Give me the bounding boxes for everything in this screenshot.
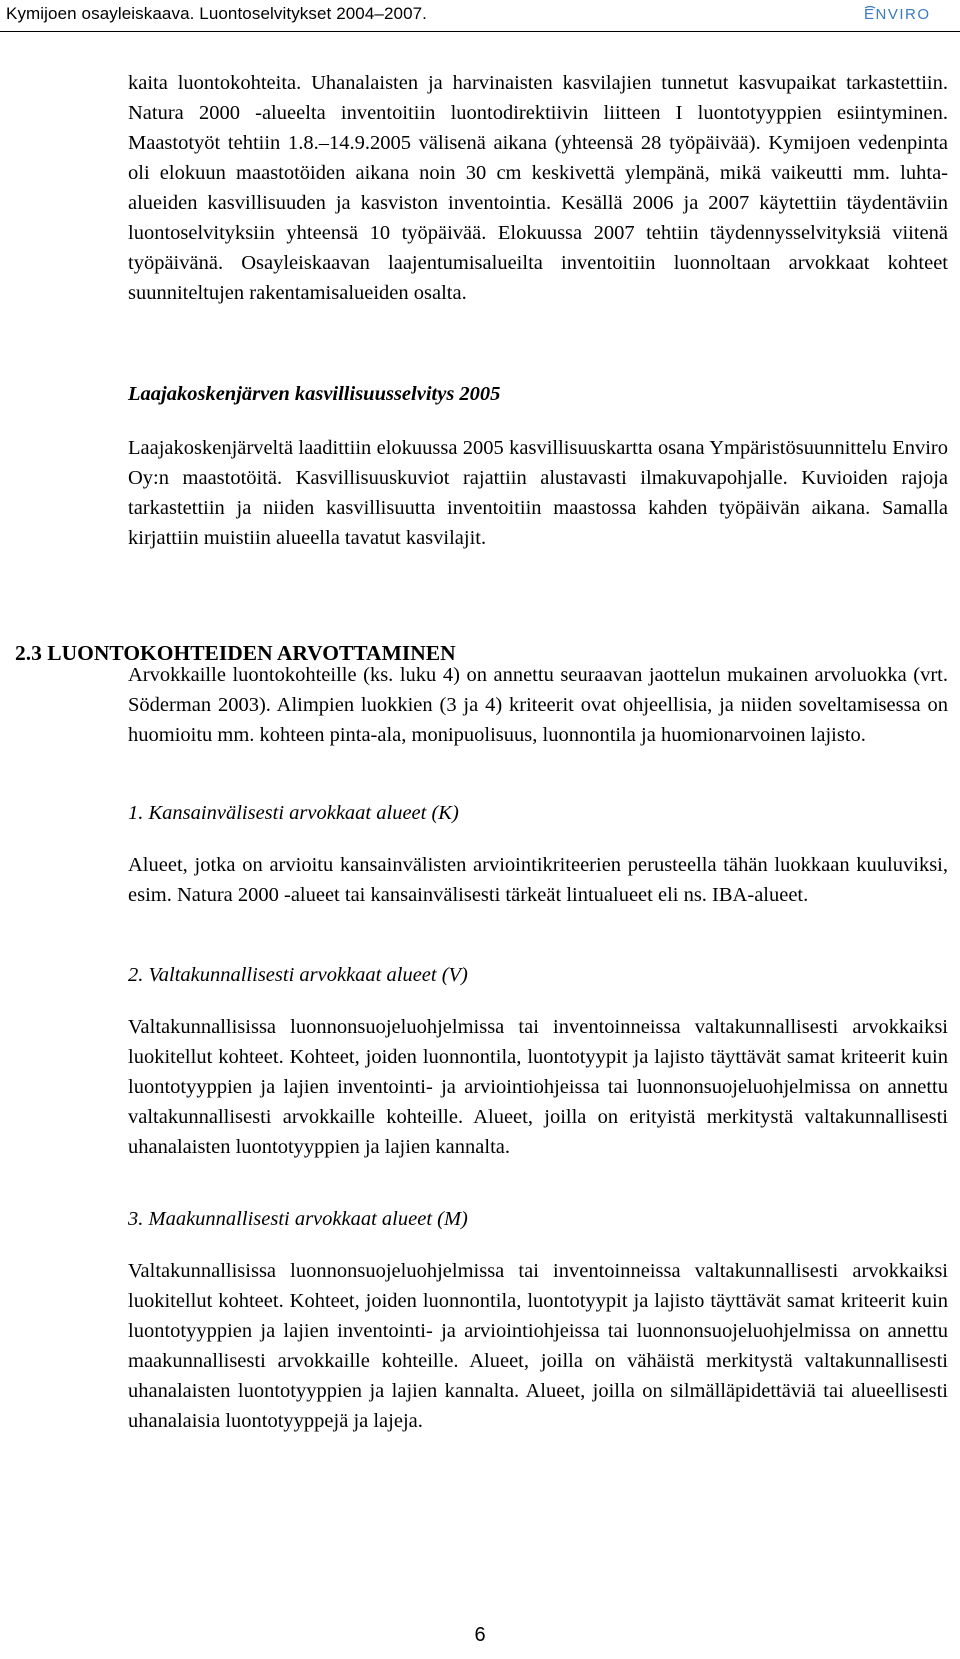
- laajakoski-block: [128, 379, 948, 553]
- section-intro-paragraph: Arvokkaille luontokohteille (ks. luku 4) on annettu seuraavan jaottelun mukainen arvoluokka (vrt. Söderman 2003). Alimpien luokkien (3 ja 4) kriteerit ovat ohjeellisia, ja niiden soveltamisessa on huomioitu mm. kohteen pinta-ala, monipuolisuus, luonnontila ja huomionarvoinen lajisto.: [128, 664, 948, 746]
- class-2-heading: 2. Valtakunnallisesti arvokkaat alueet (V): [128, 964, 468, 986]
- svg-text:ENVIRO: ENVIRO: [864, 6, 931, 23]
- class-2-block: [128, 960, 948, 1162]
- section-intro-block: [128, 660, 948, 750]
- intro-block: [128, 68, 948, 308]
- laajakoski-paragraph: Laajakoskenjärveltä laadittiin elokuussa 2005 kasvillisuuskartta osana Ympäristösuunnittelu Enviro Oy:n maastotöitä. Kasvillisuuskuviot rajattiin alustavasti ilmakuvapohjalle. Kuvioiden rajoja tarkastettiin ja niiden kasvillisuutta inventoitiin maastossa kahden työpäivän aikana. Samalla kirjattiin muistiin alueella tavatut kasvilajit.: [128, 437, 948, 549]
- laajakoski-heading: Laajakoskenjärven kasvillisuusselvitys 2005: [128, 383, 501, 405]
- class-1-heading: 1. Kansainvälisesti arvokkaat alueet (K): [128, 802, 459, 824]
- page-header: [0, 0, 960, 42]
- class-3-block: [128, 1204, 948, 1436]
- class-1-block: [128, 798, 948, 910]
- header-title: Kymijoen osayleiskaava. Luontoselvitykset 2004–2007.: [6, 4, 428, 23]
- class-1-paragraph: Alueet, jotka on arvioitu kansainvälisten arviointikriteerien perusteella tähän luokkaan kuuluviksi, esim. Natura 2000 -alueet tai kansainvälisesti tärkeät lintualueet eli ns. IBA-alueet.: [128, 854, 948, 906]
- class-3-heading: 3. Maakunnallisesti arvokkaat alueet (M): [128, 1208, 468, 1230]
- enviro-logo: [864, 4, 954, 24]
- section-title: 2.3 LUONTOKOHTEIDEN ARVOTTAMINEN: [15, 641, 456, 665]
- class-3-paragraph: Valtakunnallisissa luonnonsuojeluohjelmissa tai inventoinneissa valtakunnallisesti arvokkaiksi luokitellut kohteet. Kohteet, joiden luonnontila, luontotyypit ja lajisto täyttävät samat kriteerit kuin luontotyyppien ja lajien inventointi- ja arviointiohjeissa tai luonnonsuojeluohjelmissa on annettu maakunnallisesti arvokkaille kohteille. Alueet, joilla on vähäistä merkitystä valtakunnallisesti uhanalaisten luontotyyppien ja lajien kannalta. Alueet, joilla on silmälläpidettäviä tai alueellisesti uhanalaisia luontotyyppejä ja lajeja.: [128, 1260, 948, 1432]
- header-divider: [0, 31, 960, 32]
- enviro-logo-mark: [864, 4, 954, 24]
- class-2-paragraph: Valtakunnallisissa luonnonsuojeluohjelmissa tai inventoinneissa valtakunnallisesti arvokkaiksi luokitellut kohteet. Kohteet, joiden luonnontila, luontotyypit ja lajisto täyttävät samat kriteerit kuin luontotyyppien ja lajien inventointi- ja arviointiohjeissa tai luonnonsuojeluohjelmissa on annettu valtakunnallisesti arvokkaille kohteille. Alueet, joilla on erityistä merkitystä valtakunnallisesti uhanalaisten luontotyyppien ja lajien kannalta.: [128, 1016, 948, 1158]
- page-number: 6: [474, 1624, 486, 1646]
- intro-paragraph: kaita luontokohteita. Uhanalaisten ja harvinaisten kasvilajien tunnetut kasvupaikat tarkastettiin. Natura 2000 -alueelta inventoitiin luontodirektiivin liitteen I luontotyyppien esiintyminen. Maastotyöt tehtiin 1.8.–14.9.2005 välisenä aikana (yhteensä 28 työpäivää). Kymijoen vedenpinta oli elokuun maastotöiden aikana noin 30 cm keskivettä ylempänä, mikä vaikeutti mm. luhta-alueiden kasvillisuuden ja kasviston inventointia. Kesällä 2006 ja 2007 käytettiin täydentäviin luontoselvityksiin yhteensä 10 työpäivää. Elokuussa 2007 tehtiin täydennysselvityksiä viitenä työpäivänä. Osayleiskaavan laajentumisalueilta inventoitiin luonnoltaan arvokkaat kohteet suunniteltujen rakentamisalueiden osalta.: [128, 72, 948, 304]
